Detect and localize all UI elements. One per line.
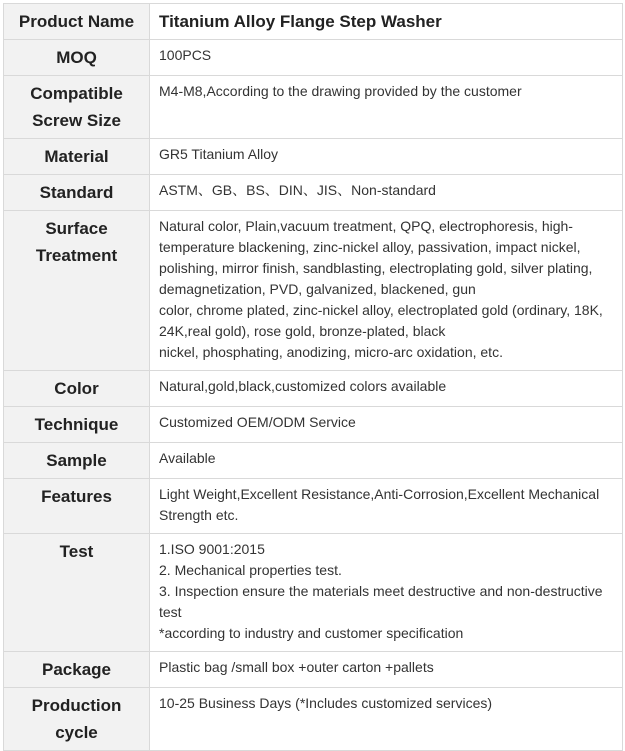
value-line: Strength etc. [159, 507, 239, 523]
table-row [4, 534, 623, 652]
value-line: Light Weight,Excellent Resistance,Anti-Corrosion,Excellent Mechanical [159, 486, 600, 502]
value-line: Available [159, 450, 216, 466]
row-value [150, 40, 623, 76]
value-line: ASTM、GB、BS、DIN、JIS、Non-standard [159, 182, 436, 198]
value-line: color, chrome plated, zinc-nickel alloy, electroplated gold (ordinary, 18K, [159, 302, 603, 318]
table-row [4, 211, 623, 371]
row-label: Material [4, 139, 150, 175]
value-line: Customized OEM/ODM Service [159, 414, 356, 430]
table-row [4, 40, 623, 76]
value-line: M4-M8,According to the drawing provided by the customer [159, 83, 522, 99]
row-value [150, 139, 623, 175]
row-value [150, 479, 623, 534]
value-line: test [159, 604, 182, 620]
table-row [4, 407, 623, 443]
value-line: 2. Mechanical properties test. [159, 562, 342, 578]
row-value [150, 688, 623, 751]
table-row [4, 443, 623, 479]
value-line: 100PCS [159, 47, 212, 63]
value-line: polishing, mirror finish, sandblasting, electroplating gold, silver plating, [159, 260, 593, 276]
row-label: MOQ [4, 40, 150, 76]
row-value [150, 443, 623, 479]
table-row [4, 688, 623, 751]
row-value [150, 371, 623, 407]
value-line: 24K,real gold), rose gold, bronze-plated, black [159, 323, 446, 339]
table-row [4, 76, 623, 139]
product-title: Titanium Alloy Flange Step Washer [150, 4, 623, 40]
value-line: Plastic bag /small box +outer carton +pallets [159, 659, 434, 675]
table-row [4, 4, 623, 40]
value-line: 3. Inspection ensure the materials meet destructive and non-destructive [159, 583, 603, 599]
row-label: Surface Treatment [4, 211, 150, 371]
value-line: 10-25 Business Days (*Includes customized services) [159, 695, 493, 711]
row-label: Features [4, 479, 150, 534]
value-line: temperature blackening, zinc-nickel alloy, passivation, impact nickel, [159, 239, 581, 255]
row-value [150, 534, 623, 652]
row-label: Standard [4, 175, 150, 211]
value-line: Natural color, Plain,vacuum treatment, QPQ, electrophoresis, high- [159, 218, 573, 234]
table-row [4, 479, 623, 534]
row-label: Product Name [4, 4, 150, 40]
value-line: nickel, phosphating, anodizing, micro-arc oxidation, etc. [159, 344, 503, 360]
row-value [150, 407, 623, 443]
row-label: Technique [4, 407, 150, 443]
spec-table-body [4, 4, 623, 751]
value-line: Natural,gold,black,customized colors available [159, 378, 447, 394]
row-label: Sample [4, 443, 150, 479]
table-row [4, 175, 623, 211]
product-spec-table [3, 3, 623, 751]
table-row [4, 139, 623, 175]
row-label: Compatible Screw Size [4, 76, 150, 139]
value-line: *according to industry and customer specification [159, 625, 464, 641]
row-label: Color [4, 371, 150, 407]
row-label: Production cycle [4, 688, 150, 751]
value-line: 1.ISO 9001:2015 [159, 541, 265, 557]
value-line: demagnetization, PVD, galvanized, blackened, gun [159, 281, 476, 297]
row-value [150, 211, 623, 371]
row-value [150, 652, 623, 688]
row-label: Package [4, 652, 150, 688]
row-value [150, 76, 623, 139]
table-row [4, 371, 623, 407]
value-line: GR5 Titanium Alloy [159, 146, 279, 162]
table-row [4, 652, 623, 688]
row-label: Test [4, 534, 150, 652]
row-value [150, 175, 623, 211]
